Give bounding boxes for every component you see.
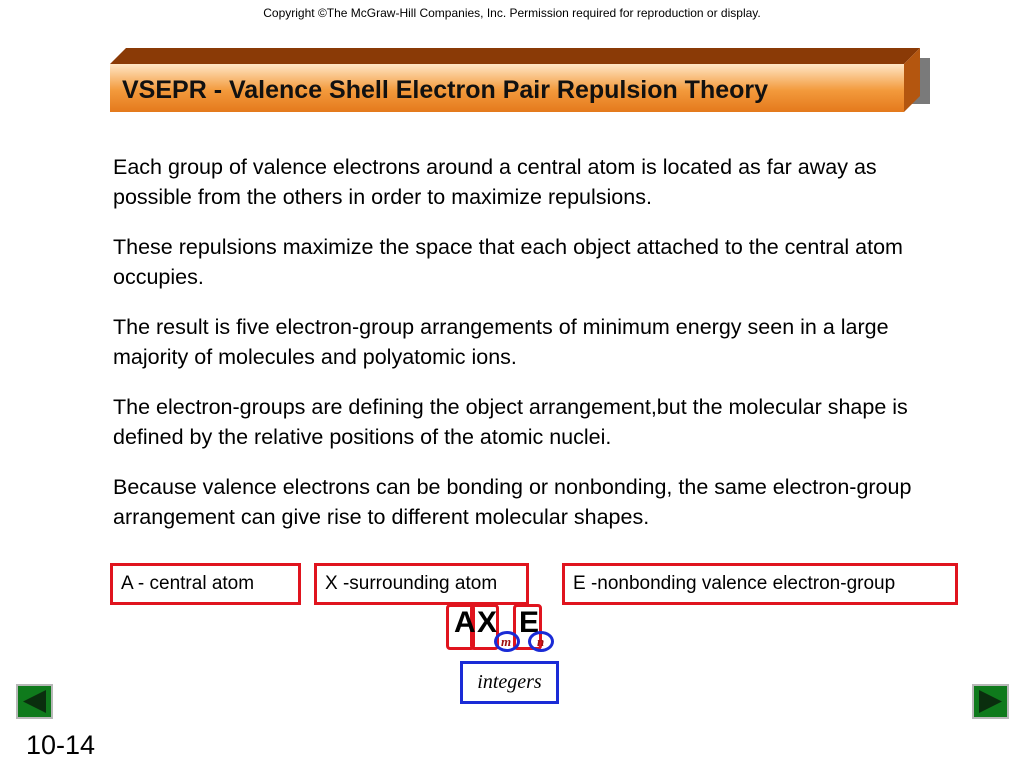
- slide-number: 10-14: [26, 730, 96, 760]
- copyright-notice: Copyright ©The McGraw-Hill Companies, Inc. Permission required for reproduction or display.: [263, 6, 761, 20]
- triangle-left-icon: [16, 684, 53, 719]
- axe-formula: [446, 604, 566, 660]
- page-title: VSEPR - Valence Shell Electron Pair Repulsion Theory: [122, 76, 769, 104]
- title-banner: [110, 48, 930, 116]
- subscript-m: m: [501, 634, 512, 649]
- next-slide-button[interactable]: [972, 684, 1009, 719]
- legend-surrounding-atom: X -surrounding atom: [314, 563, 529, 605]
- triangle-right-icon: [972, 684, 1009, 719]
- formula-symbol-x: X: [477, 606, 498, 639]
- formula-symbol-a: A: [454, 606, 476, 639]
- paragraph-3: The result is five electron-group arrangements of minimum energy seen in a large majority of molecules and polyatomic ions.: [113, 315, 889, 369]
- body-content: [113, 152, 943, 552]
- subscript-n: n: [537, 634, 545, 649]
- paragraph-2: These repulsions maximize the space that each object attached to the central atom occupies.: [113, 235, 903, 289]
- legend-central-atom: A - central atom: [110, 563, 301, 605]
- previous-slide-button[interactable]: [16, 684, 53, 719]
- paragraph-4: The electron-groups are defining the object arrangement,but the molecular shape is defined by the relative positions of the atomic nuclei.: [113, 395, 908, 449]
- paragraph-5: Because valence electrons can be bonding or nonbonding, the same electron-group arrangement can give rise to different molecular shapes.: [113, 475, 912, 529]
- legend-nonbonding-group: E -nonbonding valence electron-group: [562, 563, 958, 605]
- formula-symbol-e: E: [519, 606, 540, 639]
- integers-label: integers: [460, 661, 559, 704]
- paragraph-1: Each group of valence electrons around a central atom is located as far away as possible from the others in order to maximize repulsions.: [113, 155, 877, 209]
